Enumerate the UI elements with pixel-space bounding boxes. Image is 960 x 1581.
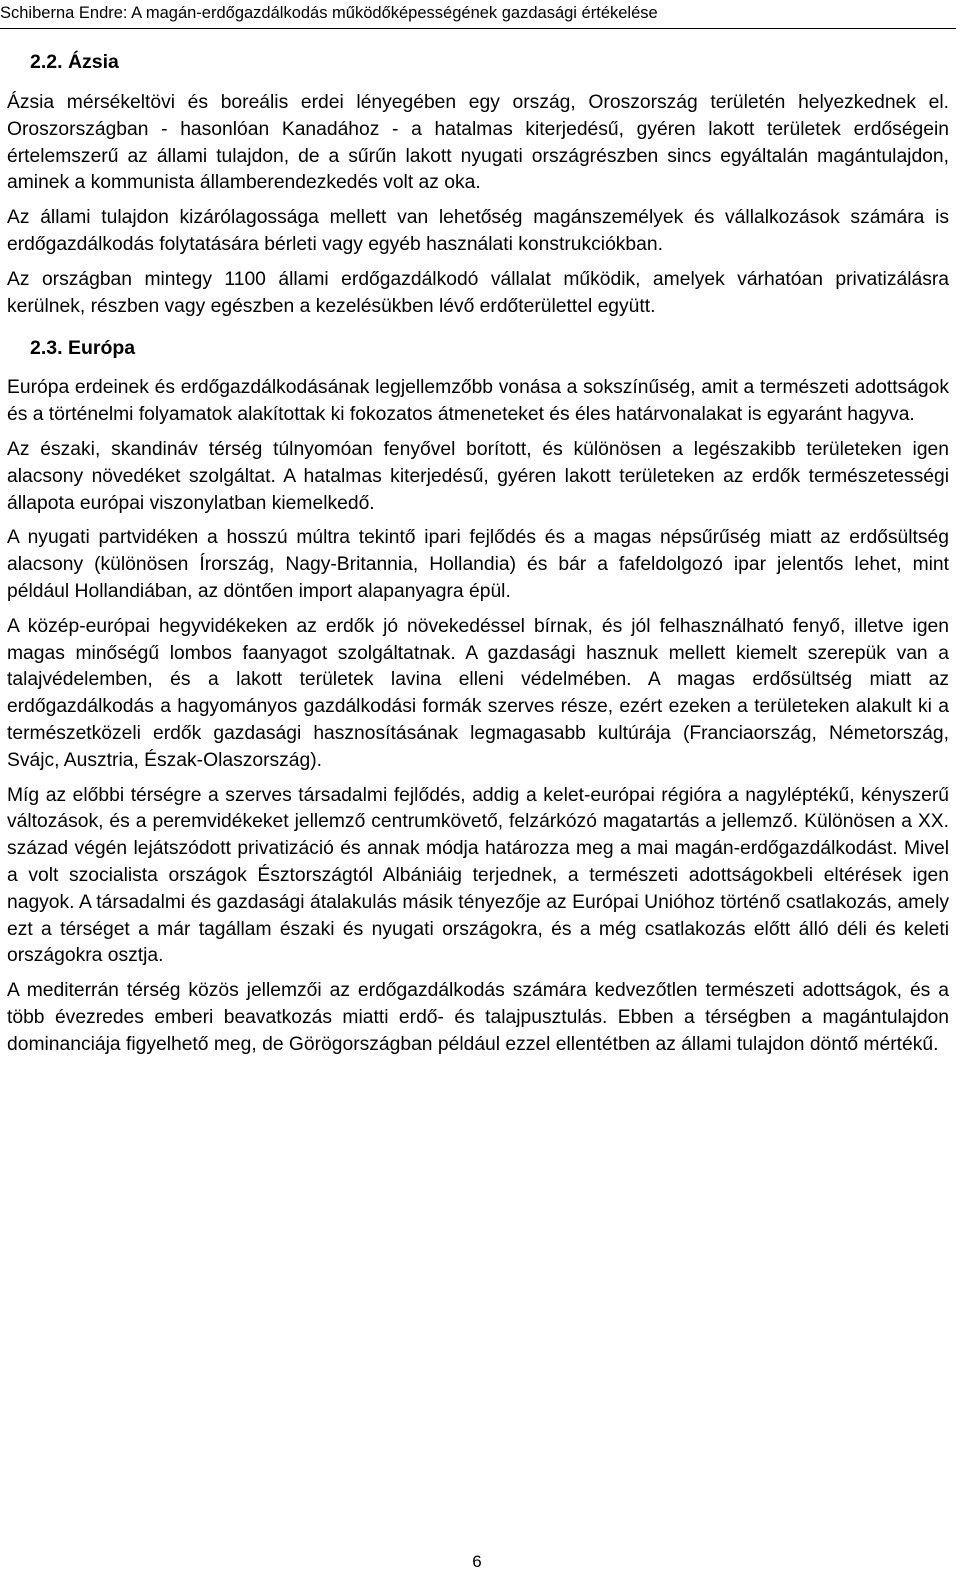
section-heading-asia: 2.2. Ázsia — [30, 51, 119, 73]
paragraph: Az állami tulajdon kizárólagossága mellett van lehetőség magánszemélyek és vállalkozások számára is erdőgazdálkodás folytatására bérleti vagy egyéb használati konstrukciókban. — [7, 207, 949, 255]
section-heading-europe: 2.3. Európa — [30, 337, 136, 360]
paragraph: Ázsia mérsékeltövi és boreális erdei lényegében egy ország, Oroszország területén helyezkednek el. Oroszországban - hasonlóan Kanadához - a hatalmas kiterjedésű, gyéren lakott területek erdőségein értelemszerű az állami tulajdon, de a sűrűn lakott nyugati országrészben sincs egyáltalán magántulajdon, aminek a kommunista államberendezkedés volt az oka. — [7, 92, 949, 194]
header-rule — [0, 28, 956, 29]
page-body — [7, 48, 949, 1067]
paragraph: Európa erdeinek és erdőgazdálkodásának legjellemzőbb vonása a sokszínűség, amit a természeti adottságok és a történelmi folyamatok alakítottak ki fokozatos átmeneteket és éles határvonalakat is egyaránt hagyva. — [7, 377, 949, 426]
paragraph: A közép-európai hegyvidékeken az erdők jó növekedéssel bírnak, és jól felhasználható fenyő, illetve igen magas minőségű lombos faanyagot szolgáltatnak. A gazdasági hasznuk mellett kiemelt szerepük van a talajvédelemben, és a lakott területek lavina elleni védelmében. A magas erdősültség miatt az erdőgazdálkodás a hagyományos gazdálkodási formák szerves része, ezért ezeken a területeken alakult ki a természetközeli erdők gazdasági hasznosításának legmagasabb kultúrája (Franciaország, Németország, Svájc, Ausztria, Észak-Olaszország). — [7, 615, 949, 771]
paragraph: Az északi, skandináv térség túlnyomóan fenyővel borított, és különösen a legészakibb területeken igen alacsony növedéket szolgáltat. A hatalmas kiterjedésű, gyéren lakott területeken az erdők természetességi állapota európai viszonylatban kiemelkedő. — [7, 438, 949, 514]
paragraph: A nyugati partvidéken a hosszú múltra tekintő ipari fejlődés és a magas népsűrűség miatt az erdősültség alacsony (különösen Írország, Nagy-Britannia, Hollandia) és bár a fafeldolgozó ipar jelentős lehet, mint például Hollandiában, az döntően import alapanyagra épül. — [7, 527, 949, 602]
paragraph: A mediterrán térség közös jellemzői az erdőgazdálkodás számára kedvezőtlen természeti adottságok, és a több évezredes emberi beavatkozás miatti erdő- és talajpusztulás. Ebben a térségben a magántulajdon dominanciája figyelhető meg, de Görögországban például ezzel ellentétben az állami tulajdon döntő mértékű. — [7, 980, 949, 1055]
page-number: 6 — [472, 1552, 482, 1571]
paragraph: Míg az előbbi térségre a szerves társadalmi fejlődés, addig a kelet-európai régióra a nagyléptékű, kényszerű változások, és a peremvidékeket jellemző centrumkövető, felzárkózó magatartás a jellemző. Különösen a XX. század végén lejátszódott privatizáció és annak módja határozza meg a mai magán-erdőgazdálkodást. Mivel a volt szocialista országok Észtországtól Albániáig terjednek, a természeti adottságokbeli eltérések igen nagyok. A társadalmi és gazdasági átalakulás másik tényezője az Európai Unióhoz történő csatlakozás, amely ezt a térséget a már tagállam északi és nyugati országokra, és a még csatlakozás előtt álló déli és keleti országokra osztja. — [7, 784, 949, 967]
running-header: Schiberna Endre: A magán-erdőgazdálkodás működőképességének gazdasági értékelése — [0, 4, 658, 22]
paragraph: Az országban mintegy 1100 állami erdőgazdálkodó vállalat működik, amelyek várhatóan privatizálásra kerülnek, részben vagy egészben a kezelésükben lévő erdőterülettel együtt. — [7, 268, 949, 317]
